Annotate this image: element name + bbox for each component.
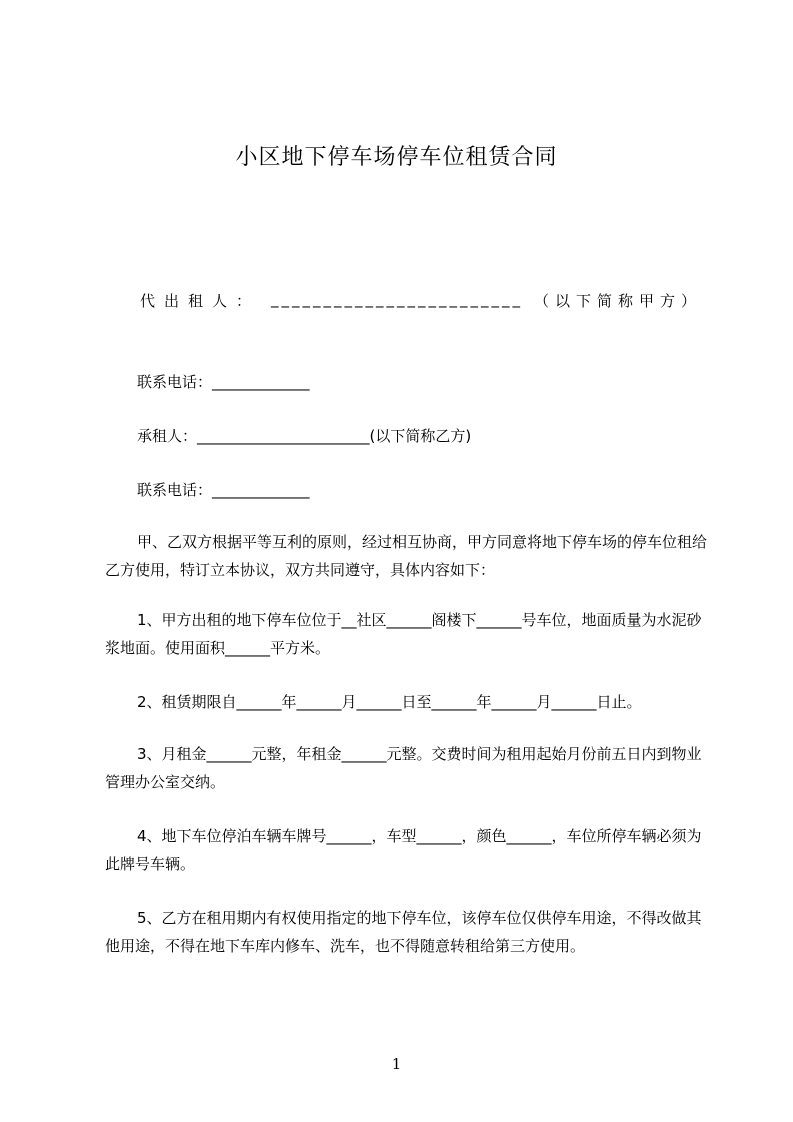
clause-4: 4、地下车位停泊车辆车牌号______，车型______，颜色______，车位所停车辆必须为此牌号车辆。 — [105, 827, 702, 873]
intro-paragraph: 甲、乙双方根据平等互利的原则，经过相互协商，甲方同意将地下停车场的停车位租给乙方使用，特订立本协议，双方共同遵守，具体内容如下： — [105, 533, 708, 579]
lessor-blank: ________________________ — [271, 290, 523, 308]
page-number: 1 — [391, 1055, 402, 1073]
clause-2: 2、租赁期限自______年______月______日至______年______月______日止。 — [137, 693, 642, 711]
clause-1: 1、甲方出租的地下停车位位于__社区______阁楼下______号车位，地面质量为水泥砂浆地面。使用面积______平方米。 — [105, 611, 702, 657]
contract-title: 小区地下停车场停车位租赁合同 — [235, 145, 558, 170]
lessor-label: 代出租人： — [140, 292, 261, 310]
lessee-phone-line: 联系电话：_____________ — [137, 481, 310, 499]
lessor-suffix: （以下简称甲方） — [533, 292, 702, 310]
clause-3: 3、月租金______元整，年租金______元整。交费时间为租用起始月份前五日内到物业管理办公室交纳。 — [105, 745, 702, 791]
lessor-phone-line: 联系电话：_____________ — [137, 373, 310, 391]
lessee-line: 承租人：_______________________(以下简称乙方) — [137, 427, 472, 445]
lessor-line — [140, 290, 702, 311]
clause-5: 5、乙方在租用期内有权使用指定的地下停车位，该停车位仅供停车用途，不得改做其他用途，不得在地下车库内修车、洗车，也不得随意转租给第三方使用。 — [105, 909, 702, 955]
